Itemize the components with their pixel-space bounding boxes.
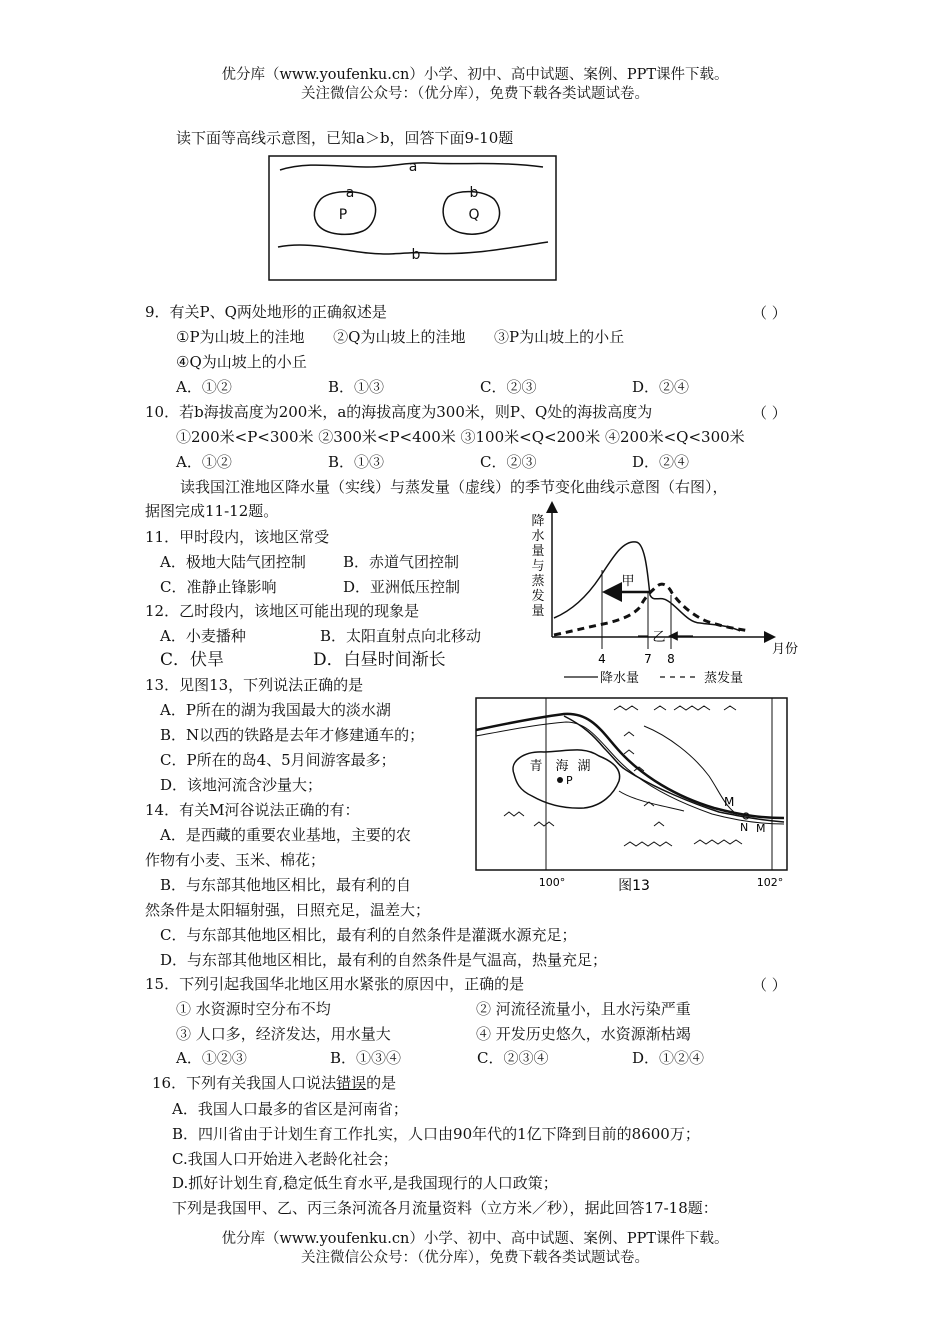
m-label-1: M [724,795,735,809]
map-figure-13 [474,696,790,894]
q16-choice-c[interactable]: C.我国人口开始进入老龄化社会； [172,1150,398,1168]
q9-choice-c[interactable]: C．②③ [480,378,537,396]
q12-stem: 12．乙时段内，该地区可能出现的现象是 [145,602,420,620]
tick-7: 7 [644,652,652,666]
q9-choice-b[interactable]: B．①③ [328,378,385,396]
q11-choice-a[interactable]: A．极地大陆气团控制 [160,553,306,571]
q9-stem: 9．有关P、Q两处地形的正确叙述是 [145,303,387,321]
q10-choice-a[interactable]: A．①② [176,453,232,471]
q16-choice-b[interactable]: B．四川省由于计划生育工作扎实，人口由90年代的1亿下降到目前的8600万； [172,1125,700,1143]
lon-100-label: 100° [538,876,566,889]
figure-13-caption: 图13 [618,878,650,894]
svg-text:与: 与 [531,559,545,574]
q15-answer-paren[interactable]: （ ） [752,976,787,994]
q16-choice-a[interactable]: A．我国人口最多的省区是河南省； [172,1100,408,1118]
header-line-1: 优分库（www.youfenku.cn）小学、初中、高中试题、案例、PPT课件下载。 [221,67,729,83]
q13-stem: 13．见图13，下列说法正确的是 [145,676,364,694]
footer-line-1: 优分库（www.youfenku.cn）小学、初中、高中试题、案例、PPT课件下载。 [221,1231,729,1247]
q10-choice-c[interactable]: C．②③ [480,453,537,471]
legend-solid-label: 降水量 [600,671,640,686]
tick-8: 8 [667,652,675,666]
railway-line [476,714,784,818]
river-main [564,716,784,822]
n-label: N [740,821,749,834]
x-axis-label: 月份 [772,642,799,657]
q16-stem: 16．下列有关我国人口说法错误的是 [152,1074,397,1092]
q10-stem: 10．若b海拔高度为200米，a的海拔高度为300米，则P、Q处的海拔高度为 [145,403,653,421]
q-label: Q [468,207,480,223]
q15-stem: 15．下列引起我国华北地区用水紧张的原因中，正确的是 [145,975,525,993]
svg-text:蒸: 蒸 [531,574,545,589]
mountain-ridge-south [504,802,742,846]
q15-option-2: ② 河流径流量小，且水污染严重 [476,1000,691,1018]
legend-dash-label: 蒸发量 [704,671,744,686]
q9-options-line1: ①P为山坡上的洼地 ②Q为山坡上的洼地 ③P为山坡上的小丘 [176,328,625,346]
y-axis-label [531,514,544,619]
tick-4: 4 [598,652,606,666]
q12-choice-d[interactable]: D．白昼时间渐长 [313,650,446,670]
svg-text:量: 量 [531,544,545,559]
svg-text:水: 水 [531,529,545,544]
intro-11-12-cont: 据图完成11-12题。 [145,502,279,520]
q13-choice-d[interactable]: D．该地河流含沙量大； [160,776,323,794]
svg-text:海: 海 [555,759,569,774]
p-point-label: P [566,774,573,787]
yi-label: 乙 [652,630,666,645]
q14-stem: 14．有关M河谷说法正确的有： [145,801,360,819]
svg-text:湖: 湖 [577,759,591,774]
q12-choice-c[interactable]: C．伏旱 [160,650,225,670]
q14-choice-b-line2: 然条件是太阳辐射强，日照充足，温差大； [145,901,431,919]
p-point [557,777,563,783]
q10-choice-b[interactable]: B．①③ [328,453,385,471]
svg-text:量: 量 [531,604,545,619]
q10-choice-d[interactable]: D．②④ [632,453,690,471]
intro-9-10: 读下面等高线示意图，已知a＞b，回答下面9-10题 [176,129,514,147]
tributary-south [619,791,684,811]
lon-102-label: 102° [756,876,784,889]
lake-label [529,758,590,774]
q9-choice-d[interactable]: D．②④ [632,378,690,396]
q15-option-4: ④ 开发历史悠久，水资源渐枯竭 [476,1025,691,1043]
q14-choice-a-line2: 作物有小麦、玉米、棉花； [145,851,326,869]
q14-choice-a-line1[interactable]: A．是西藏的重要农业基地，主要的农 [160,826,411,844]
q15-choice-c[interactable]: C．②③④ [477,1049,549,1067]
intro-11-12: 读我国江淮地区降水量（实线）与蒸发量（虚线）的季节变化曲线示意图（右图）， [180,478,728,496]
q13-choice-b[interactable]: B．N以西的铁路是去年才修建通车的； [160,726,425,744]
precip-evap-chart [528,495,799,693]
q15-choice-a[interactable]: A．①②③ [176,1049,247,1067]
q13-choice-a[interactable]: A．P所在的湖为我国最大的淡水湖 [160,701,391,719]
q11-choice-c[interactable]: C．准静止锋影响 [160,578,277,596]
svg-text:青: 青 [529,759,543,774]
q15-choice-d[interactable]: D．①②④ [632,1049,705,1067]
q13-choice-c[interactable]: C．P所在的岛4、5月间游客最多； [160,751,396,769]
q11-choice-d[interactable]: D．亚洲低压控制 [343,578,461,596]
q15-option-3: ③ 人口多，经济发达，用水量大 [176,1025,391,1043]
q14-choice-b-line1[interactable]: B．与东部其他地区相比，最有利的自 [160,876,412,894]
precipitation-line [554,542,740,631]
q10-answer-paren[interactable]: （ ） [752,404,787,422]
q9-choice-a[interactable]: A．①② [176,378,232,396]
evaporation-line [554,584,750,635]
q15-choice-b[interactable]: B．①③④ [330,1049,402,1067]
q9-answer-paren[interactable]: （ ） [752,304,787,322]
q14-choice-c[interactable]: C．与东部其他地区相比，最有利的自然条件是灌溉水源充足； [160,926,577,944]
intro-17-18: 下列是我国甲、乙、丙三条河流各月流量资料（立方米／秒），据此回答17-18题： [172,1199,718,1217]
q12-choice-b[interactable]: B．太阳直射点向北移动 [320,627,482,645]
q12-choice-a[interactable]: A．小麦播种 [160,627,246,645]
p-contour-label: a [345,185,355,201]
q10-options-line1: ①200米<P<300米 ②300米<P<400米 ③100米<Q<200米 ④200米<Q<300米 [176,428,745,446]
q16-stem-underline: 错误 [336,1074,367,1092]
q16-choice-d[interactable]: D.抓好计划生育,稳定低生育水平,是我国现行的人口政策； [172,1174,558,1192]
q11-stem: 11．甲时段内，该地区常受 [145,528,330,546]
jia-label: 甲 [621,574,635,589]
q11-choice-b[interactable]: B．赤道气团控制 [343,553,460,571]
q9-options-line2: ④Q为山坡上的小丘 [176,353,307,371]
p-label: P [338,207,348,223]
q-contour-label: b [469,185,479,201]
contour-a-label: a [408,159,418,175]
contour-figure [268,155,558,282]
svg-text:降: 降 [531,514,545,529]
m-label-2: M [756,822,766,835]
footer-line-2: 关注微信公众号：（优分库），免费下载各类试题试卷。 [301,1250,649,1266]
q15-option-1: ① 水资源时空分布不均 [176,1000,331,1018]
mountain-ridge-north [614,706,736,710]
q14-choice-d[interactable]: D．与东部其他地区相比，最有利的自然条件是气温高，热量充足； [160,951,608,969]
svg-text:发: 发 [531,589,545,604]
header-line-2: 关注微信公众号：（优分库），免费下载各类试题试卷。 [301,86,649,102]
contour-b-label: b [411,247,421,263]
